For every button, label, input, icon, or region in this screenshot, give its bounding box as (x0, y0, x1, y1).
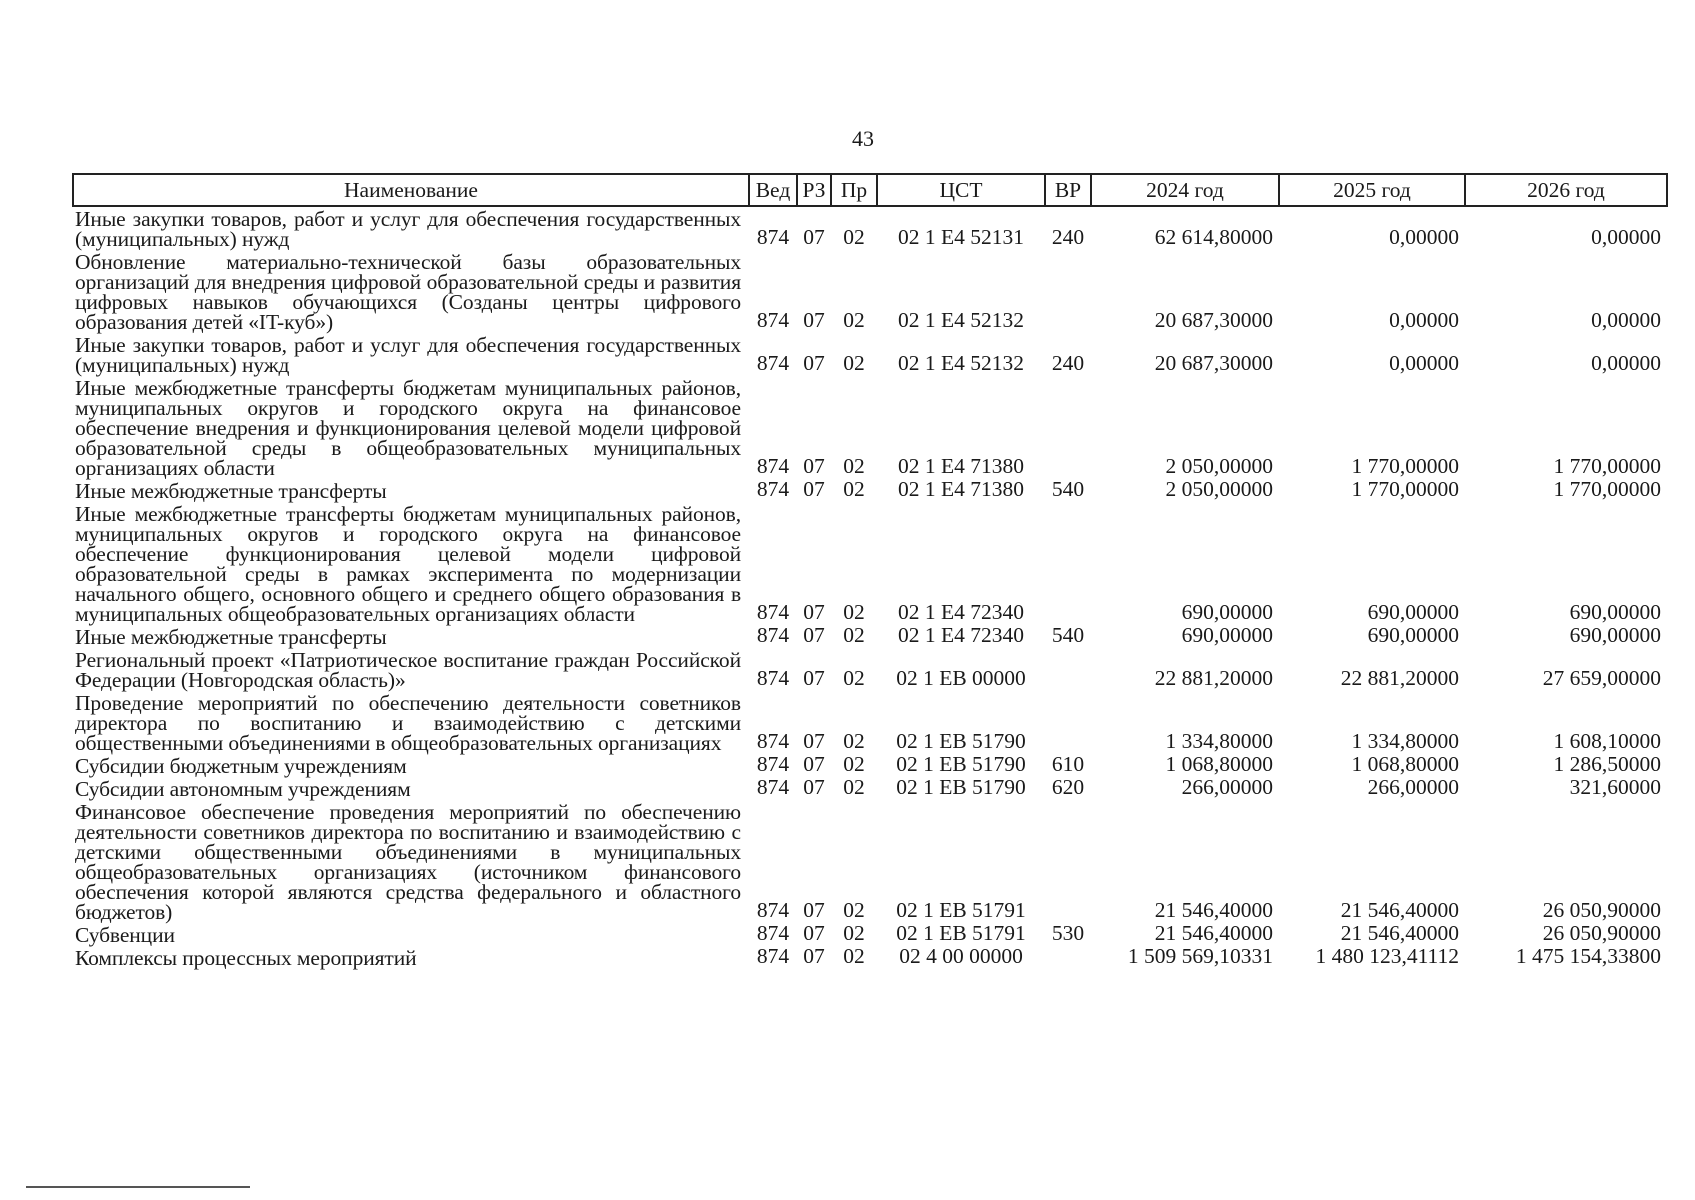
row-name: Субсидии бюджетным учреждениям (75, 754, 407, 778)
row-cst: 02 1 ЕВ 51790 (896, 729, 1026, 753)
row-amount-2025: 0,00000 (1389, 308, 1459, 332)
row-amount-2025: 1 068,80000 (1351, 752, 1459, 776)
row-ved: 874 (756, 775, 790, 799)
header-ved: Вед (749, 174, 797, 206)
row-name: Иные закупки товаров, работ и услуг для обеспечения государственных (муниципальных) нужд (75, 333, 741, 377)
row-pr: 02 (843, 308, 865, 332)
row-ved: 874 (756, 623, 790, 647)
row-name: Региональный проект «Патриотическое воспитание граждан Российской Федерации (Новгородская область)» (75, 648, 741, 692)
header-vr: ВР (1045, 174, 1091, 206)
row-rz: 07 (803, 775, 825, 799)
table-row (73, 333, 1667, 376)
budget-table (72, 173, 1668, 969)
row-name: Иные межбюджетные трансферты бюджетам муниципальных районов, муниципальных округов и городского округа на финансовое обеспечение внедрения и функционирования целевой модели цифровой образовательной среды в общеобразовательных муниципальных организациях области (75, 376, 741, 480)
row-vr: 540 (1051, 623, 1085, 647)
table-row (73, 754, 1667, 777)
row-vr (1045, 800, 1091, 923)
row-amount-2024: 266,00000 (1181, 775, 1273, 799)
row-amount-2025: 22 881,20000 (1340, 666, 1459, 690)
row-amount-2025: 1 334,80000 (1351, 729, 1459, 753)
row-amount-2026: 0,00000 (1591, 351, 1661, 375)
row-rz: 07 (803, 477, 825, 501)
row-cst: 02 1 Е4 52131 (897, 225, 1024, 249)
row-vr (1045, 250, 1091, 333)
row-rz: 07 (803, 729, 825, 753)
row-amount-2024: 20 687,30000 (1154, 308, 1273, 332)
table-row (73, 946, 1667, 969)
row-name: Субсидии автономным учреждениям (75, 777, 411, 801)
table-row (73, 691, 1667, 754)
row-amount-2026: 0,00000 (1591, 308, 1661, 332)
row-amount-2025: 1 770,00000 (1351, 454, 1459, 478)
row-ved: 874 (756, 666, 790, 690)
table-row (73, 923, 1667, 946)
table-row (73, 376, 1667, 479)
row-amount-2025: 21 546,40000 (1340, 898, 1459, 922)
row-rz: 07 (803, 308, 825, 332)
row-amount-2024: 62 614,80000 (1154, 225, 1273, 249)
row-ved: 874 (756, 921, 790, 945)
row-cst: 02 1 ЕВ 51791 (896, 921, 1026, 945)
table-row (73, 625, 1667, 648)
row-pr: 02 (843, 600, 865, 624)
header-pr: Пр (831, 174, 877, 206)
row-amount-2024: 21 546,40000 (1154, 921, 1273, 945)
row-ved: 874 (756, 477, 790, 501)
row-cst: 02 1 Е4 72340 (897, 623, 1024, 647)
row-amount-2025: 1 770,00000 (1351, 477, 1459, 501)
table-header (73, 174, 1667, 206)
row-name: Иные закупки товаров, работ и услуг для обеспечения государственных (муниципальных) нужд (75, 207, 741, 251)
row-amount-2026: 321,60000 (1569, 775, 1661, 799)
row-amount-2026: 26 050,90000 (1542, 921, 1661, 945)
row-name: Иные межбюджетные трансферты (75, 625, 387, 649)
row-amount-2026: 1 475 154,33800 (1515, 944, 1661, 968)
row-pr: 02 (843, 898, 865, 922)
row-amount-2026: 0,00000 (1591, 225, 1661, 249)
row-cst: 02 1 Е4 72340 (897, 600, 1024, 624)
table-row (73, 800, 1667, 923)
row-name: Проведение мероприятий по обеспечению деятельности советников директора по воспитанию и взаимодействию с детскими общественными объединениями в общеобразовательных организациях (75, 691, 741, 755)
header-2025: 2025 год (1279, 174, 1465, 206)
header-name: Наименование (73, 174, 749, 206)
row-name: Субвенции (75, 923, 175, 947)
header-2026: 2026 год (1465, 174, 1667, 206)
row-amount-2024: 690,00000 (1181, 623, 1273, 647)
row-amount-2025: 1 480 123,41112 (1315, 944, 1459, 968)
row-amount-2024: 1 334,80000 (1165, 729, 1273, 753)
row-cst: 02 1 Е4 52132 (897, 351, 1024, 375)
row-name: Обновление материально-технической базы образовательных организаций для внедрения цифровой образовательной среды и развития цифровых навыков обучающихся (Созданы центры цифрового образования детей «IT-куб») (75, 250, 741, 334)
row-amount-2026: 690,00000 (1569, 600, 1661, 624)
table-body (73, 206, 1667, 969)
row-name: Иные межбюджетные трансферты (75, 479, 387, 503)
row-vr (1045, 648, 1091, 691)
row-amount-2024: 2 050,00000 (1165, 477, 1273, 501)
row-rz: 07 (803, 944, 825, 968)
table-row (73, 502, 1667, 625)
row-ved: 874 (756, 729, 790, 753)
row-amount-2026: 690,00000 (1569, 623, 1661, 647)
table-row (73, 479, 1667, 502)
row-amount-2026: 1 770,00000 (1553, 477, 1661, 501)
row-vr (1045, 376, 1091, 479)
row-cst: 02 1 ЕВ 51790 (896, 775, 1026, 799)
header-cst: ЦСТ (877, 174, 1045, 206)
row-ved: 874 (756, 308, 790, 332)
row-amount-2024: 1 509 569,10331 (1127, 944, 1273, 968)
footer-divider (26, 1186, 250, 1188)
row-amount-2024: 22 881,20000 (1154, 666, 1273, 690)
row-amount-2026: 1 608,10000 (1553, 729, 1661, 753)
row-vr (1045, 691, 1091, 754)
row-ved: 874 (756, 600, 790, 624)
row-amount-2024: 2 050,00000 (1165, 454, 1273, 478)
row-amount-2026: 26 050,90000 (1542, 898, 1661, 922)
row-vr: 540 (1051, 477, 1085, 501)
row-amount-2024: 21 546,40000 (1154, 898, 1273, 922)
page-number: 43 (852, 126, 874, 151)
row-vr: 240 (1051, 351, 1085, 375)
row-amount-2025: 690,00000 (1367, 600, 1459, 624)
row-pr: 02 (843, 477, 865, 501)
row-amount-2026: 27 659,00000 (1542, 666, 1661, 690)
row-rz: 07 (803, 351, 825, 375)
row-pr: 02 (843, 454, 865, 478)
row-vr: 530 (1051, 921, 1085, 945)
row-amount-2024: 1 068,80000 (1165, 752, 1273, 776)
row-cst: 02 1 Е4 71380 (897, 454, 1024, 478)
table-row (73, 250, 1667, 333)
row-pr: 02 (843, 775, 865, 799)
row-amount-2025: 690,00000 (1367, 623, 1459, 647)
row-cst: 02 1 ЕВ 51791 (896, 898, 1026, 922)
row-rz: 07 (803, 666, 825, 690)
header-rz: РЗ (797, 174, 831, 206)
row-vr (1045, 946, 1091, 969)
row-pr: 02 (843, 752, 865, 776)
row-cst: 02 1 ЕВ 00000 (896, 666, 1026, 690)
row-vr: 610 (1051, 752, 1085, 776)
row-ved: 874 (756, 898, 790, 922)
row-rz: 07 (803, 454, 825, 478)
row-amount-2025: 266,00000 (1367, 775, 1459, 799)
row-ved: 874 (756, 225, 790, 249)
row-amount-2025: 21 546,40000 (1340, 921, 1459, 945)
table-row (73, 648, 1667, 691)
row-ved: 874 (756, 752, 790, 776)
row-ved: 874 (756, 351, 790, 375)
row-name: Комплексы процессных мероприятий (75, 946, 417, 970)
row-pr: 02 (843, 666, 865, 690)
header-2024: 2024 год (1091, 174, 1279, 206)
row-rz: 07 (803, 898, 825, 922)
row-vr: 620 (1051, 775, 1085, 799)
row-cst: 02 1 Е4 52132 (897, 308, 1024, 332)
row-amount-2025: 0,00000 (1389, 351, 1459, 375)
row-ved: 874 (756, 454, 790, 478)
row-rz: 07 (803, 752, 825, 776)
row-vr (1045, 502, 1091, 625)
row-rz: 07 (803, 623, 825, 647)
row-amount-2024: 690,00000 (1181, 600, 1273, 624)
row-rz: 07 (803, 921, 825, 945)
row-name: Финансовое обеспечение проведения мероприятий по обеспечению деятельности советников директора по воспитанию и взаимодействию с детскими общественными объединениями в муниципальных общеобразовательных организациях (источником финансового обеспечения которой являются средства федерального и областного бюджетов) (75, 800, 741, 924)
row-name: Иные межбюджетные трансферты бюджетам муниципальных районов, муниципальных округов и городского округа на финансовое обеспечение функционирования целевой модели цифровой образовательной среды в рамках эксперимента по модернизации начального общего, основного общего и среднего общего образования в муниципальных общеобразовательных организациях области (75, 502, 741, 626)
row-cst: 02 4 00 00000 (899, 944, 1023, 968)
row-amount-2025: 0,00000 (1389, 225, 1459, 249)
row-pr: 02 (843, 351, 865, 375)
row-amount-2024: 20 687,30000 (1154, 351, 1273, 375)
row-amount-2026: 1 770,00000 (1553, 454, 1661, 478)
row-pr: 02 (843, 225, 865, 249)
table-row (73, 777, 1667, 800)
row-cst: 02 1 Е4 71380 (897, 477, 1024, 501)
table-row (73, 206, 1667, 250)
row-pr: 02 (843, 921, 865, 945)
row-rz: 07 (803, 225, 825, 249)
row-amount-2026: 1 286,50000 (1553, 752, 1661, 776)
row-cst: 02 1 ЕВ 51790 (896, 752, 1026, 776)
row-ved: 874 (756, 944, 790, 968)
row-pr: 02 (843, 944, 865, 968)
row-pr: 02 (843, 729, 865, 753)
row-vr: 240 (1051, 225, 1085, 249)
row-pr: 02 (843, 623, 865, 647)
row-rz: 07 (803, 600, 825, 624)
